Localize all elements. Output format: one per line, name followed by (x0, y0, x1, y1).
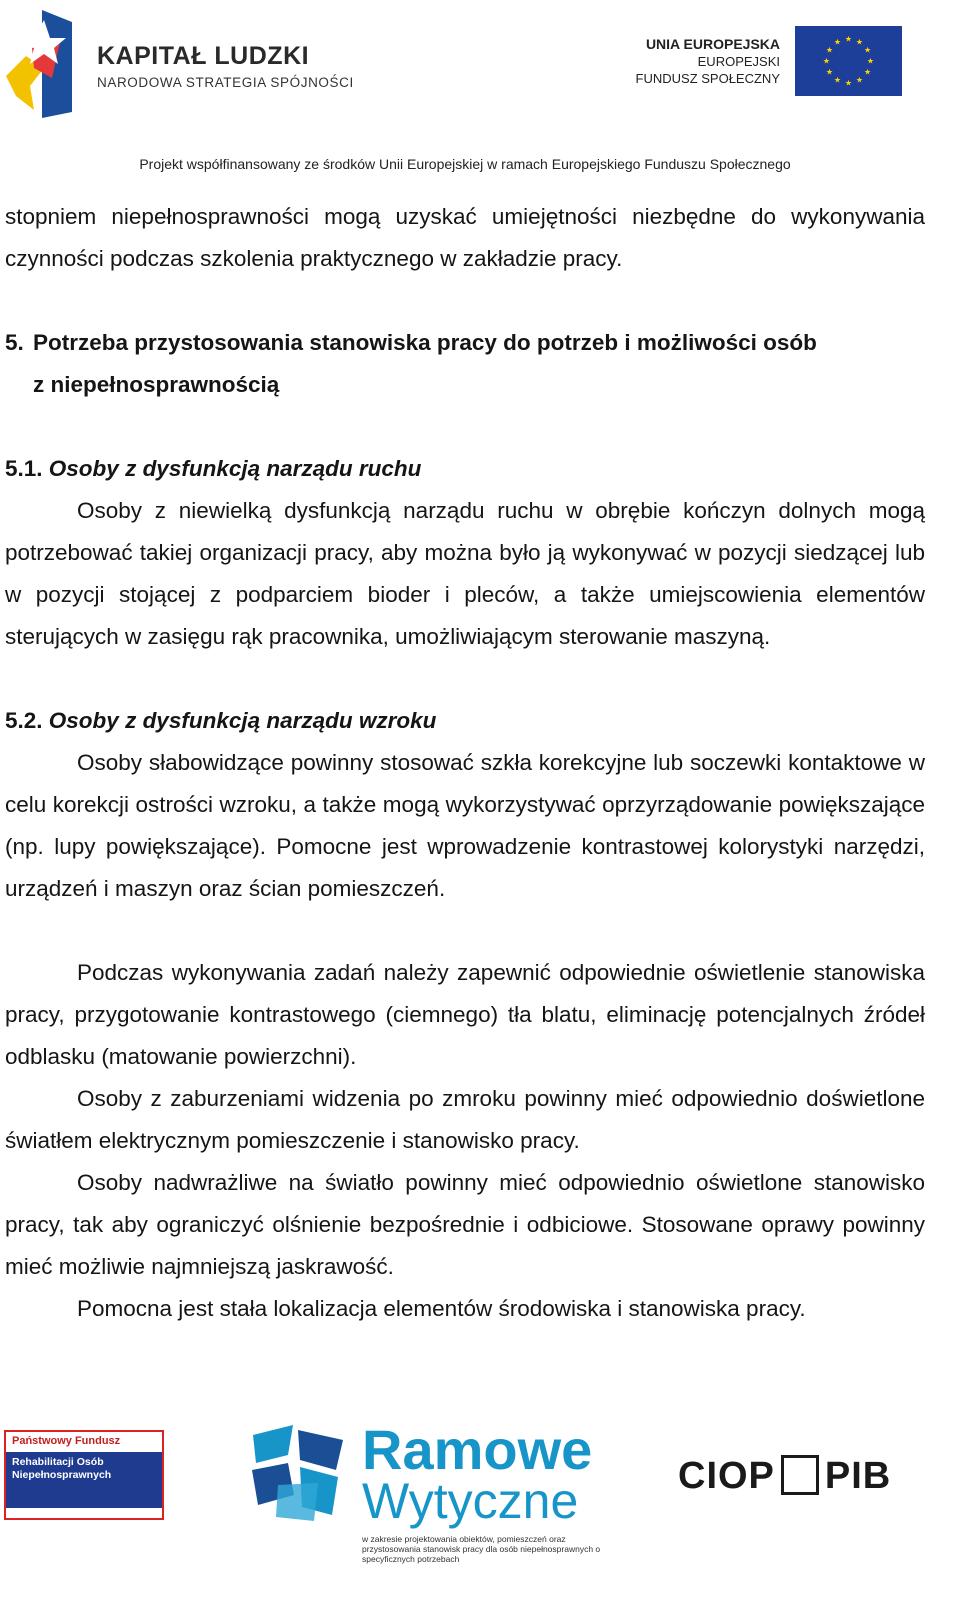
section-5-2-paragraph-4: Osoby nadwrażliwe na światło powinny mieć odpowiednio oświetlone stanowisko pracy, tak aby ograniczyć olśnienie bezpośrednie i odbiciowe. Stosowane oprawy powinny mieć możliwie najmniejszą jaskrawość. (5, 1170, 925, 1279)
eu-line-2: EUROPEJSKI (697, 54, 780, 69)
eu-star-icon: ★ (855, 75, 864, 85)
section-5-2-number: 5.2. (5, 708, 43, 733)
ramowe-wytyczne-subtitle: w zakresie projektowania obiektów, pomieszczeń oraz przystosowania stanowisk pracy dla osób niepełnosprawnych o specyficznych potrzebach (362, 1534, 601, 1564)
eu-star-icon: ★ (855, 37, 864, 47)
intro-paragraph: stopniem niepełnosprawności mogą uzyskać umiejętności niezbędne do wykonywania czynności podczas szkolenia praktycznego w zakładzie pracy. (5, 204, 925, 271)
section-5-2-paragraph-2: Podczas wykonywania zadań należy zapewnić odpowiednie oświetlenie stanowiska pracy, przygotowanie kontrastowego (ciemnego) tła blatu, eliminację potencjalnych źródeł odblasku (matowanie powierzchni). (5, 960, 925, 1069)
ciop-pib-logo (678, 1455, 891, 1498)
kapital-ludzki-logo-icon (4, 8, 74, 118)
ramowe-wytyczne-title-1: Ramowe (362, 1418, 593, 1481)
eu-star-icon: ★ (833, 75, 842, 85)
section-5-heading (5, 322, 925, 406)
ciop-text: CIOP (678, 1455, 775, 1497)
ciop-person-icon (781, 1455, 819, 1495)
eu-line-3: FUNDUSZ SPOŁECZNY (635, 71, 780, 86)
section-5-number: 5. (5, 330, 24, 355)
section-5-1-title: Osoby z dysfunkcją narządu ruchu (48, 456, 422, 481)
eu-flag-icon (795, 26, 902, 96)
ramowe-wytyczne-logo-icon (248, 1425, 348, 1525)
eu-star-icon: ★ (825, 67, 834, 77)
pfron-line-3: Niepełnosprawnych (12, 1469, 112, 1481)
section-5-2-title: Osoby z dysfunkcją narządu wzroku (48, 708, 437, 733)
eu-star-icon: ★ (844, 78, 853, 88)
eu-star-icon: ★ (863, 67, 872, 77)
eu-star-icon: ★ (863, 45, 872, 55)
section-5-2-paragraph-3: Osoby z zaburzeniami widzenia po zmroku powinny mieć odpowiednio doświetlone światłem elektrycznym pomieszczenie i stanowisko pracy. (5, 1086, 925, 1153)
section-5-1-paragraph: Osoby z niewielką dysfunkcją narządu ruchu w obrębie kończyn dolnych mogą potrzebować takiej organizacji pracy, aby można było ją wykonywać w pozycji siedzącej lub w pozycji stojącej z podparciem bioder i pleców, a także umiejscowienia elementów sterujących w zasięgu rąk pracownika, umożliwiającym sterowanie maszyną. (5, 498, 925, 649)
section-5-title-line-2: z niepełnosprawnością (33, 372, 280, 397)
section-5-title-line-1: Potrzeba przystosowania stanowiska pracy do potrzeb i możliwości osób (33, 330, 817, 355)
section-5-2-paragraph-5: Pomocna jest stała lokalizacja elementów środowiska i stanowiska pracy. (77, 1296, 806, 1321)
kapital-ludzki-title: KAPITAŁ LUDZKI (97, 42, 310, 70)
kapital-ludzki-subtitle: NARODOWA STRATEGIA SPÓJNOŚCI (97, 75, 354, 90)
eu-star-icon: ★ (825, 45, 834, 55)
eu-star-icon: ★ (833, 37, 842, 47)
eu-text-block (600, 36, 780, 87)
pfron-logo (4, 1430, 164, 1520)
pfron-line-2: Rehabilitacji Osób (12, 1456, 104, 1468)
section-5-2-paragraph-1: Osoby słabowidzące powinny stosować szkła korekcyjne lub soczewki kontaktowe w celu korekcji ostrości wzroku, a także mogą wykorzystywać oprzyrządowanie powiększające (np. lupy powiększające). Pomocne jest wprowadzenie kontrastowej kolorystyki narzędzi, urządzeń i maszyn oraz ścian pomieszczeń. (5, 750, 925, 901)
section-5-2-heading (5, 700, 436, 742)
section-5-1-number: 5.1. (5, 456, 43, 481)
eu-line-1: UNIA EUROPEJSKA (645, 36, 780, 52)
cofinance-statement: Projekt współfinansowany ze środków Unii Europejskiej w ramach Europejskiego Funduszu Społecznego (139, 156, 791, 172)
eu-star-icon: ★ (822, 56, 831, 66)
eu-star-icon: ★ (844, 34, 853, 44)
pfron-line-1: Państwowy Fundusz (12, 1435, 121, 1447)
eu-star-icon: ★ (866, 56, 875, 66)
section-5-1-heading (5, 448, 421, 490)
ramowe-wytyczne-title-2: Wytyczne (362, 1473, 579, 1529)
pib-text: PIB (824, 1455, 892, 1497)
